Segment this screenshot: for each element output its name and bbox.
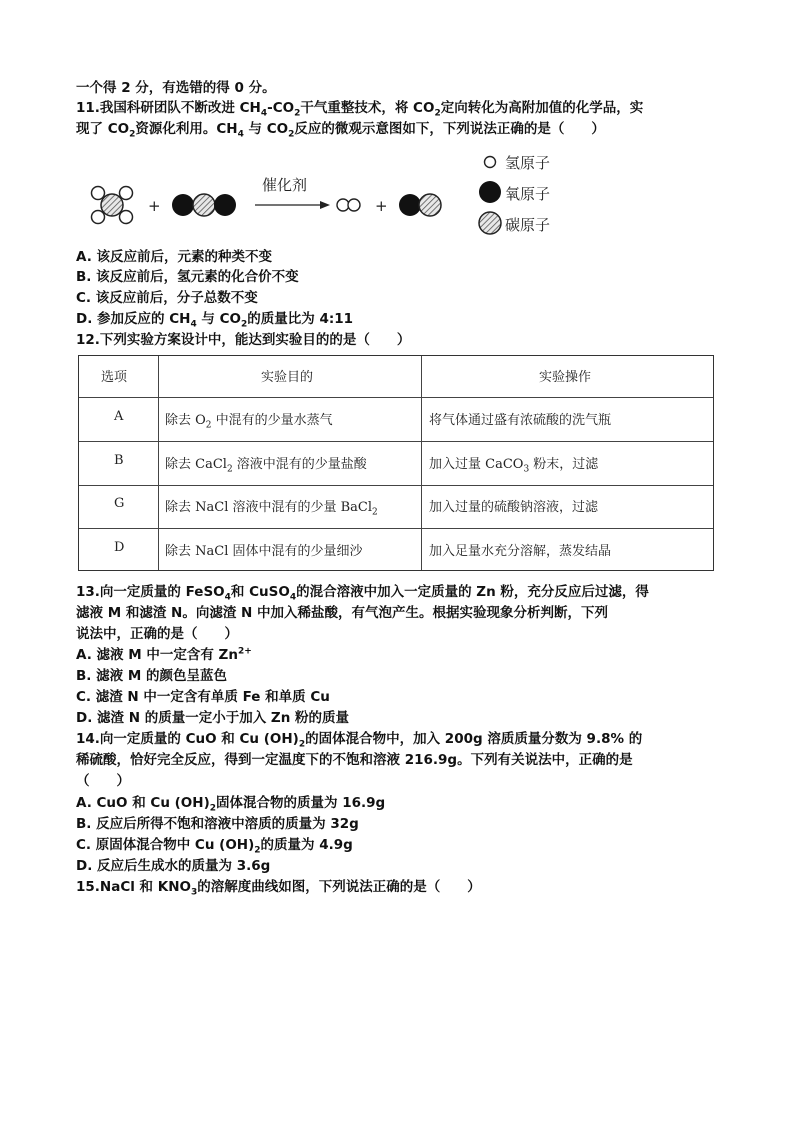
row-c-option: G [114,496,125,511]
row-d-option: D [114,540,125,555]
plus-sign-2: + [375,197,388,215]
q13-option-a: A. 滤液 M 中一定含有 $Zn^{2+}$ [76,646,252,663]
q14-stem-line1: 14.向一定质量的 CuO 和 Cu $(OH)_2$的固体混合物中，加入 200g 溶质质量分数为 9.8% 的 [76,731,643,750]
q15-stem: 15.NaCl 和 $KNO_3$的溶解度曲线如图，下列说法正确的是（ ） [76,879,481,898]
row-b-operation: 加入过量 CaCO$_3$ 粉末，过滤 [429,457,599,475]
header-purpose: 实验目的 [261,370,314,385]
carbon-atom-icon [479,212,501,234]
q11-stem-line1: 11.我国科研团队不断改进 $CH_4-CO_2$干气重整技术，将 $CO_2$定向转化为高附加值的化学品，实 [76,100,644,119]
row-a-option: A [114,409,124,424]
row-d-operation: 加入足量水充分溶解，蒸发结晶 [429,544,612,559]
q14-option-a: A. CuO 和 Cu $(OH)_2$固体混合物的质量为 16.9g [76,795,386,814]
hydrogen-molecule [337,199,360,211]
q13-stem-line1: 13.向一定质量的 FeSO$_4$和 CuSO$_4$的混合溶液中加入一定质量的 Zn 粉，充分反应后过滤，得 [76,584,649,603]
experiment-table [78,355,714,571]
legend-hydrogen: 氢原子 [505,154,551,172]
q11-option-b: B. 该反应前后，氢元素的化合价不变 [76,269,299,285]
hydrogen-atom-icon [485,157,496,168]
methane-molecule [92,187,133,224]
catalyst-label: 催化剂 [262,176,308,194]
legend-oxygen: 氧原子 [505,185,551,203]
q11-option-a: A. 该反应前后，元素的种类不变 [76,249,273,265]
q14-option-b: B. 反应后所得不饱和溶液中溶质的质量为 32g [76,816,359,832]
q13-stem-line2: 滤液 M 和滤渣 N。向滤渣 N 中加入稀盐酸，有气泡产生。根据实验现象分析判断，下列 [76,605,609,621]
header-option: 选项 [101,370,128,385]
q13-option-c: C. 滤渣 N 中一定含有单质 Fe 和单质 Cu [76,689,330,705]
q13-stem-line3: 说法中，正确的是（ ） [76,626,238,642]
row-c-purpose: 除去 NaCl 溶液中混有的少量 BaCl$_2$ [165,500,378,518]
row-a-purpose: 除去 $O_2$ 中混有的少量水蒸气 [165,413,333,431]
q14-stem-line3: （ ） [76,773,130,789]
co2-molecule [172,194,236,216]
row-b-option: B [114,453,124,468]
legend-carbon: 碳原子 [505,216,551,234]
q11-option-c: C. 该反应前后，分子总数不变 [76,290,258,306]
legend-symbols [478,150,508,240]
row-b-purpose: 除去 CaCl$_2$ 溶液中混有的少量盐酸 [165,457,367,475]
row-d-purpose: 除去 NaCl 固体中混有的少量细沙 [165,544,363,559]
q12-stem: 12.下列实验方案设计中，能达到实验目的的是（ ） [76,332,411,348]
plus-sign-1: + [148,197,161,215]
co-molecule [399,194,441,216]
arrow-head-icon [320,201,330,209]
header-operation: 实验操作 [539,370,592,385]
oxygen-atom-icon [479,181,501,203]
q11-option-d: D. 参加反应的 $CH_4$ 与 $CO_2$的质量比为 4:11 [76,311,354,330]
q14-option-d: D. 反应后生成水的质量为 3.6g [76,858,271,874]
q13-option-b: B. 滤液 M 的颜色呈蓝色 [76,668,227,684]
intro-line: 一个得 2 分，有选错的得 0 分。 [76,80,276,96]
q11-stem-line2: 现了 $CO_2$资源化利用。$CH_4$ 与 $CO_2$反应的微观示意图如下，下列说法正确的是（ ） [76,121,605,140]
row-a-operation: 将气体通过盛有浓硫酸的洗气瓶 [429,413,612,428]
row-c-operation: 加入过量的硫酸钠溶液，过滤 [429,500,599,515]
q13-option-d: D. 滤渣 N 的质量一定小于加入 Zn 粉的质量 [76,710,350,726]
q14-stem-line2: 稀硫酸，恰好完全反应，得到一定温度下的不饱和溶液 216.9g。下列有关说法中，正确的是 [76,752,633,768]
q14-option-c: C. 原固体混合物中 Cu $(OH)_2$的质量为 4.9g [76,837,353,856]
